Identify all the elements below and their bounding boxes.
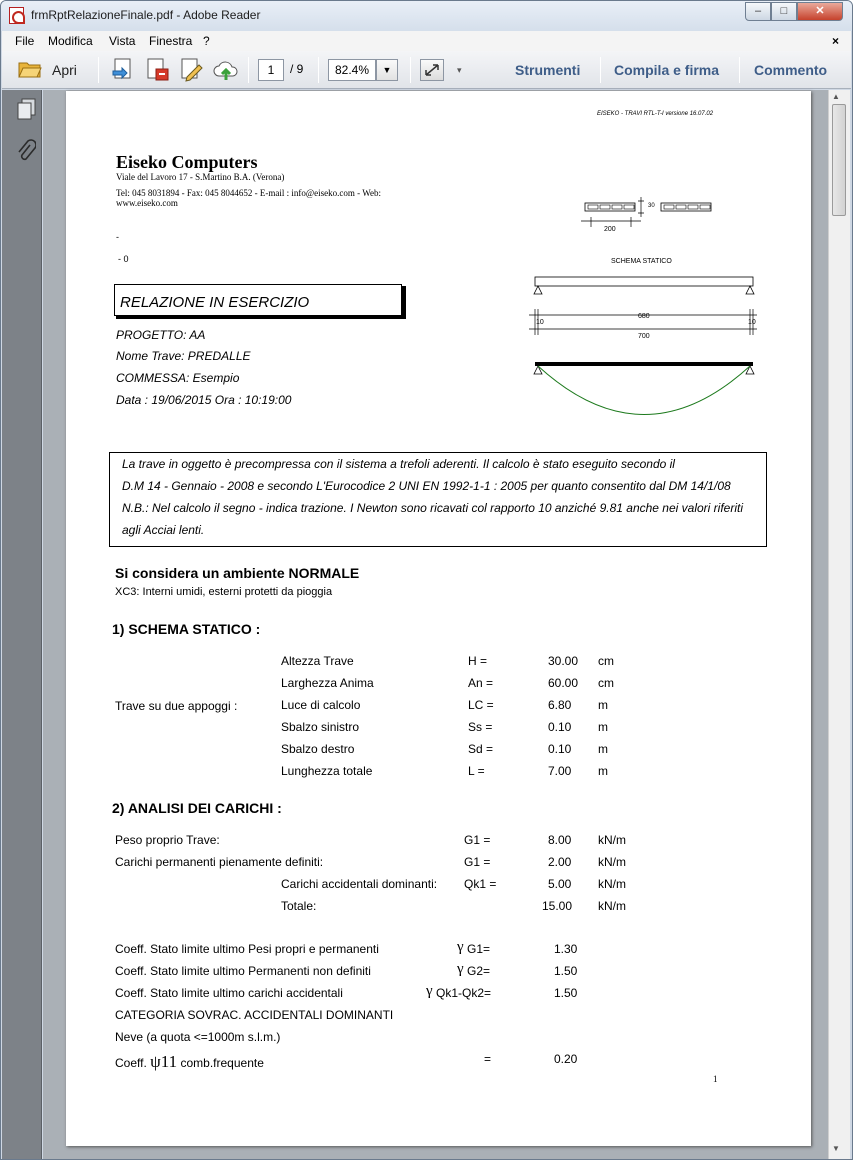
- menu-modifica[interactable]: Modifica: [48, 34, 93, 48]
- gamma-symbol: γ: [426, 983, 433, 999]
- note-line: agli Acciai lenti.: [122, 523, 205, 537]
- load-value: 8.00: [548, 833, 572, 847]
- page-number-input[interactable]: 1: [258, 59, 284, 81]
- table-row: [66, 983, 811, 1004]
- param-value: 0.10: [548, 742, 572, 756]
- export-pdf-icon[interactable]: [145, 57, 171, 88]
- psi-line: [115, 1052, 264, 1072]
- load-label: Carichi permanenti pienamente definiti:: [115, 855, 324, 869]
- menu-vista[interactable]: Vista: [109, 34, 136, 48]
- param-unit: m: [598, 764, 608, 778]
- attachments-icon[interactable]: [16, 139, 36, 170]
- param-label: Lunghezza totale: [281, 764, 373, 778]
- page-number: 1: [713, 1074, 718, 1084]
- text-dash-zero: - 0: [118, 254, 129, 264]
- load-label: Totale:: [281, 899, 317, 913]
- section-2-title: 2) ANALISI DEI CARICHI :: [112, 800, 282, 816]
- close-window-button[interactable]: ✕: [797, 2, 843, 21]
- section-1-title: 1) SCHEMA STATICO :: [112, 621, 261, 637]
- upload-cloud-icon[interactable]: [213, 58, 239, 87]
- load-symbol: G1 =: [464, 833, 491, 847]
- gamma-symbol: γ: [457, 939, 464, 955]
- dim-700: 700: [638, 333, 650, 340]
- load-symbol: G1 =: [464, 855, 491, 869]
- fit-page-icon[interactable]: [420, 59, 444, 81]
- report-title: RELAZIONE IN ESERCIZIO: [120, 294, 310, 311]
- psi-symbol: ψ11: [150, 1052, 178, 1071]
- static-scheme-drawing: [526, 273, 766, 423]
- toolbar-more-icon[interactable]: ▾: [457, 65, 462, 75]
- pdf-page: [66, 91, 811, 1146]
- load-unit: kN/m: [598, 833, 626, 847]
- table-row: [66, 855, 811, 873]
- param-value: 0.10: [548, 720, 572, 734]
- compila-firma-button[interactable]: Compila e firma: [614, 62, 720, 78]
- table-row: [66, 698, 811, 716]
- param-unit: m: [598, 698, 608, 712]
- load-unit: kN/m: [598, 877, 626, 891]
- table-row: [66, 654, 811, 672]
- coef-label: Coeff. Stato limite ultimo Pesi propri e permanenti: [115, 942, 379, 956]
- coef-value: 1.50: [554, 964, 578, 978]
- menu-help[interactable]: ?: [203, 34, 210, 48]
- load-unit: kN/m: [598, 855, 626, 869]
- psi-suffix: comb.frequente: [177, 1056, 264, 1070]
- commento-button[interactable]: Commento: [754, 62, 828, 78]
- close-document-button[interactable]: ×: [832, 34, 840, 48]
- param-unit: m: [598, 742, 608, 756]
- param-symbol: An =: [468, 676, 494, 690]
- static-scheme-label: SCHEMA STATICO: [611, 258, 672, 265]
- dim-680: 680: [638, 313, 650, 320]
- coef-label: Coeff. Stato limite ultimo carichi accidentali: [115, 986, 343, 1000]
- zoom-input[interactable]: 82.4%: [328, 59, 376, 81]
- coef-value: 1.30: [554, 942, 578, 956]
- menu-file[interactable]: File: [15, 34, 35, 48]
- minimize-button[interactable]: –: [745, 2, 771, 21]
- psi-equals: =: [484, 1052, 492, 1066]
- table-row: [66, 742, 811, 760]
- table-row: [66, 764, 811, 782]
- order-line: COMMESSA: Esempio: [116, 371, 240, 385]
- scroll-down-icon[interactable]: ▼: [832, 1144, 840, 1153]
- param-unit: m: [598, 720, 608, 734]
- param-label: Sbalzo sinistro: [281, 720, 360, 734]
- param-label: Altezza Trave: [281, 654, 354, 668]
- coef-label: Coeff. Stato limite ultimo Permanenti non definiti: [115, 964, 371, 978]
- create-pdf-icon[interactable]: [111, 57, 135, 88]
- page-thumbnails-icon[interactable]: [16, 97, 38, 126]
- dim-30: 30: [648, 203, 655, 209]
- param-label: Sbalzo destro: [281, 742, 355, 756]
- open-button-label[interactable]: Apri: [52, 62, 77, 78]
- pdf-file-icon: [9, 7, 24, 24]
- menu-bar: [2, 31, 851, 51]
- snow-line: Neve (a quota <=1000m s.l.m.): [115, 1030, 281, 1044]
- load-label: Peso proprio Trave:: [115, 833, 220, 847]
- table-row: [66, 899, 811, 917]
- note-line: N.B.: Nel calcolo il segno - indica trazione. I Newton sono ricavati col rapporto 10 anziché 9.81 anche nei valori riferiti: [122, 501, 743, 515]
- param-value: 7.00: [548, 764, 572, 778]
- category-line: CATEGORIA SOVRAC. ACCIDENTALI DOMINANTI: [115, 1008, 394, 1022]
- load-value: 5.00: [548, 877, 572, 891]
- company-address: Viale del Lavoro 17 - S.Martino B.A. (Verona): [116, 172, 285, 182]
- company-name: Eiseko Computers: [116, 152, 258, 172]
- load-unit: kN/m: [598, 899, 626, 913]
- param-unit: cm: [598, 654, 614, 668]
- table-row: [66, 833, 811, 851]
- param-label: Luce di calcolo: [281, 698, 361, 712]
- table-row: [66, 961, 811, 982]
- navigation-pane: [2, 90, 42, 1159]
- table-row: [66, 676, 811, 694]
- table-row: [66, 939, 811, 960]
- window-title: frmRptRelazioneFinale.pdf - Adobe Reader: [31, 8, 261, 22]
- strumenti-button[interactable]: Strumenti: [515, 62, 581, 78]
- support-label: Trave su due appoggi :: [115, 699, 238, 713]
- param-symbol: Sd =: [468, 742, 494, 756]
- table-row: [66, 720, 811, 738]
- param-unit: cm: [598, 676, 614, 690]
- note-line: La trave in oggetto è precompressa con il sistema a trefoli aderenti. Il calcolo è stato eseguito secondo il: [122, 457, 675, 471]
- scroll-up-icon[interactable]: ▲: [832, 92, 840, 101]
- project-line: PROGETTO: AA: [116, 328, 206, 342]
- coef-symbol: Qk1-Qk2=: [436, 986, 492, 1000]
- dim-200: 200: [604, 226, 616, 233]
- text-dash: -: [116, 232, 119, 242]
- dim-10-left: 10: [536, 319, 544, 326]
- coef-symbol: G2=: [467, 964, 491, 978]
- date-line: Data : 19/06/2015 Ora : 10:19:00: [116, 393, 292, 407]
- load-symbol: Qk1 =: [464, 877, 497, 891]
- load-value: 2.00: [548, 855, 572, 869]
- software-version: EISEKO - TRAVI RTL-T-I versione 16.07.02: [597, 111, 714, 117]
- menu-finestra[interactable]: Finestra: [149, 34, 193, 48]
- load-value: 15.00: [542, 899, 573, 913]
- param-value: 6.80: [548, 698, 572, 712]
- company-web: www.eiseko.com: [116, 198, 178, 208]
- environment-subtitle: XC3: Interni umidi, esterni protetti da pioggia: [115, 586, 333, 598]
- psi-prefix: Coeff.: [115, 1056, 151, 1070]
- dim-10-right: 10: [748, 319, 756, 326]
- company-contacts: Tel: 045 8031894 - Fax: 045 8044652 - E-mail : info@eiseko.com - Web:: [116, 188, 381, 198]
- param-label: Larghezza Anima: [281, 676, 374, 690]
- coef-symbol: G1=: [467, 942, 491, 956]
- psi-value: 0.20: [554, 1052, 578, 1066]
- coef-value: 1.50: [554, 986, 578, 1000]
- maximize-button[interactable]: □: [771, 2, 797, 21]
- param-value: 60.00: [548, 676, 579, 690]
- toolbar: [2, 51, 851, 89]
- page-total-label: / 9: [290, 62, 304, 76]
- param-symbol: LC =: [468, 698, 494, 712]
- note-line: D.M 14 - Gennaio - 2008 e secondo L'Eurocodice 2 UNI EN 1992-1-1 : 2005 per quanto consentito dal DM 14/1/08: [122, 479, 731, 493]
- scroll-thumb[interactable]: [832, 104, 846, 216]
- open-folder-icon[interactable]: [18, 59, 42, 84]
- beam-name-line: Nome Trave: PREDALLE: [116, 349, 251, 363]
- edit-pdf-icon[interactable]: [179, 57, 205, 88]
- table-row: [66, 877, 811, 895]
- param-symbol: Ss =: [468, 720, 493, 734]
- zoom-dropdown-icon[interactable]: ▼: [376, 59, 398, 81]
- param-value: 30.00: [548, 654, 579, 668]
- load-label: Carichi accidentali dominanti:: [281, 877, 438, 891]
- title-bar[interactable]: [1, 1, 852, 31]
- param-symbol: H =: [468, 654, 488, 668]
- beam-section-drawing: [571, 191, 731, 241]
- vertical-scrollbar[interactable]: [828, 90, 850, 1159]
- environment-title: Si considera un ambiente NORMALE: [115, 565, 360, 581]
- param-symbol: L =: [468, 764, 485, 778]
- gamma-symbol: γ: [457, 961, 464, 977]
